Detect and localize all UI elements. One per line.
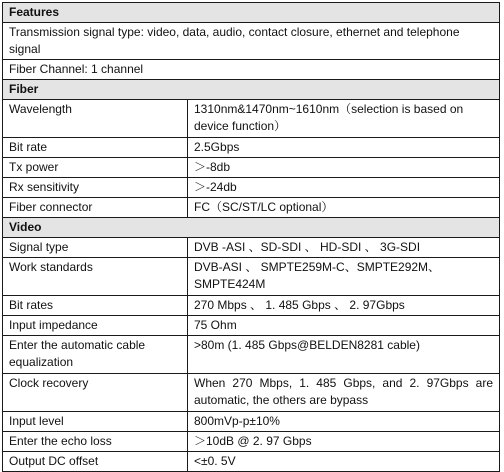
row-label: Fiber connector [3, 198, 188, 218]
table-row [3, 238, 500, 258]
row-label: Work standards [3, 258, 188, 296]
row-value: ＞10dB @ 2. 97 Gbps [188, 432, 500, 452]
row-label: Signal type [3, 238, 188, 258]
row-label: Bit rates [3, 296, 188, 316]
row-value: ＞-8db [188, 158, 500, 178]
section-title-video: Video [3, 218, 500, 238]
row-value: ＞-24db [188, 178, 500, 198]
table-row [3, 432, 500, 452]
row-label: Rx sensitivity [3, 178, 188, 198]
row-value: 270 Mbps 、 1. 485 Gbps 、 2. 97Gbps [188, 296, 500, 316]
table-row [3, 198, 500, 218]
table-row [3, 258, 500, 296]
table-row [3, 336, 500, 374]
row-value: When 270 Mbps, 1. 485 Gbps, and 2. 97Gbps are automatic, the others are bypass [188, 374, 500, 412]
row-value: 75 Ohm [188, 316, 500, 336]
section-row-fiber [3, 80, 500, 100]
table-row [3, 374, 500, 412]
table-row [3, 100, 500, 138]
table-row [3, 60, 500, 80]
spec-table [2, 2, 500, 472]
row-label: Tx power [3, 158, 188, 178]
table-row [3, 178, 500, 198]
table-row [3, 412, 500, 432]
row-value: DVB-ASI 、 SMPTE259M-C、SMPTE292M、SMPTE424M [188, 258, 500, 296]
table-row [3, 296, 500, 316]
row-value: 1310nm&1470nm~1610nm（selection is based on device function） [188, 100, 500, 138]
row-label: Input level [3, 412, 188, 432]
row-value: >80m (1. 485 Gbps@BELDEN8281 cable) [188, 336, 500, 374]
table-row [3, 158, 500, 178]
row-label: Enter the automatic cable equalization [3, 336, 188, 374]
section-title-fiber: Fiber [3, 80, 500, 100]
section-title-features: Features [3, 3, 500, 23]
row-label: Output DC offset [3, 452, 188, 472]
table-row [3, 316, 500, 336]
row-label: Bit rate [3, 138, 188, 158]
row-value: 800mVp-p±10% [188, 412, 500, 432]
row-value: DVB -ASI 、SD-SDI 、 HD-SDI 、 3G-SDI [188, 238, 500, 258]
row-label: Clock recovery [3, 374, 188, 412]
row-value: FC（SC/ST/LC optional） [188, 198, 500, 218]
table-row [3, 23, 500, 60]
table-row [3, 138, 500, 158]
row-value: 2.5Gbps [188, 138, 500, 158]
feature-fiber-channel: Fiber Channel: 1 channel [3, 60, 500, 80]
row-value: <±0. 5V [188, 452, 500, 472]
table-row [3, 452, 500, 472]
section-row-features [3, 3, 500, 23]
section-row-video [3, 218, 500, 238]
row-label: Enter the echo loss [3, 432, 188, 452]
row-label: Input impedance [3, 316, 188, 336]
row-label: Wavelength [3, 100, 188, 138]
feature-signal-type: Transmission signal type: video, data, audio, contact closure, ethernet and telephone signal [3, 23, 500, 60]
